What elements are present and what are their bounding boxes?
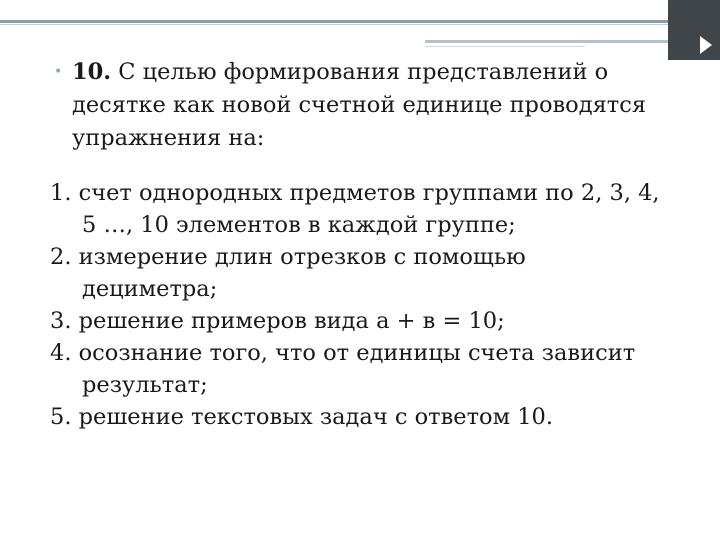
list-item: 4. осознание того, что от единицы счета зависит результат; [50,340,636,398]
list-item: 1. счет однородных предметов группами по 2, 3, 4, 5 …, 10 элементов в каждой группе; [50,180,660,238]
header-accent-thin [425,46,585,47]
exercise-list [40,177,660,433]
list-item: 2. измерение длин отрезков с помощью дециметра; [50,244,526,302]
list-item: 5. решение текстовых задач с ответом 10. [50,404,554,430]
intro-paragraph [40,56,660,155]
slide-content [40,56,660,433]
header-line-thin [0,24,668,25]
header-line-top [0,20,668,23]
intro-number: 10. [72,59,112,85]
intro-text: С целью формирования представлений о десятке как новой счетной единице проводятся упражнения на: [72,59,647,151]
right-dark-bar [668,0,720,60]
header-decoration [0,0,720,60]
list-item: 3. решение примеров вида а + в = 10; [50,308,505,334]
bullet-icon: • [54,64,63,80]
header-accent-line [425,40,668,43]
